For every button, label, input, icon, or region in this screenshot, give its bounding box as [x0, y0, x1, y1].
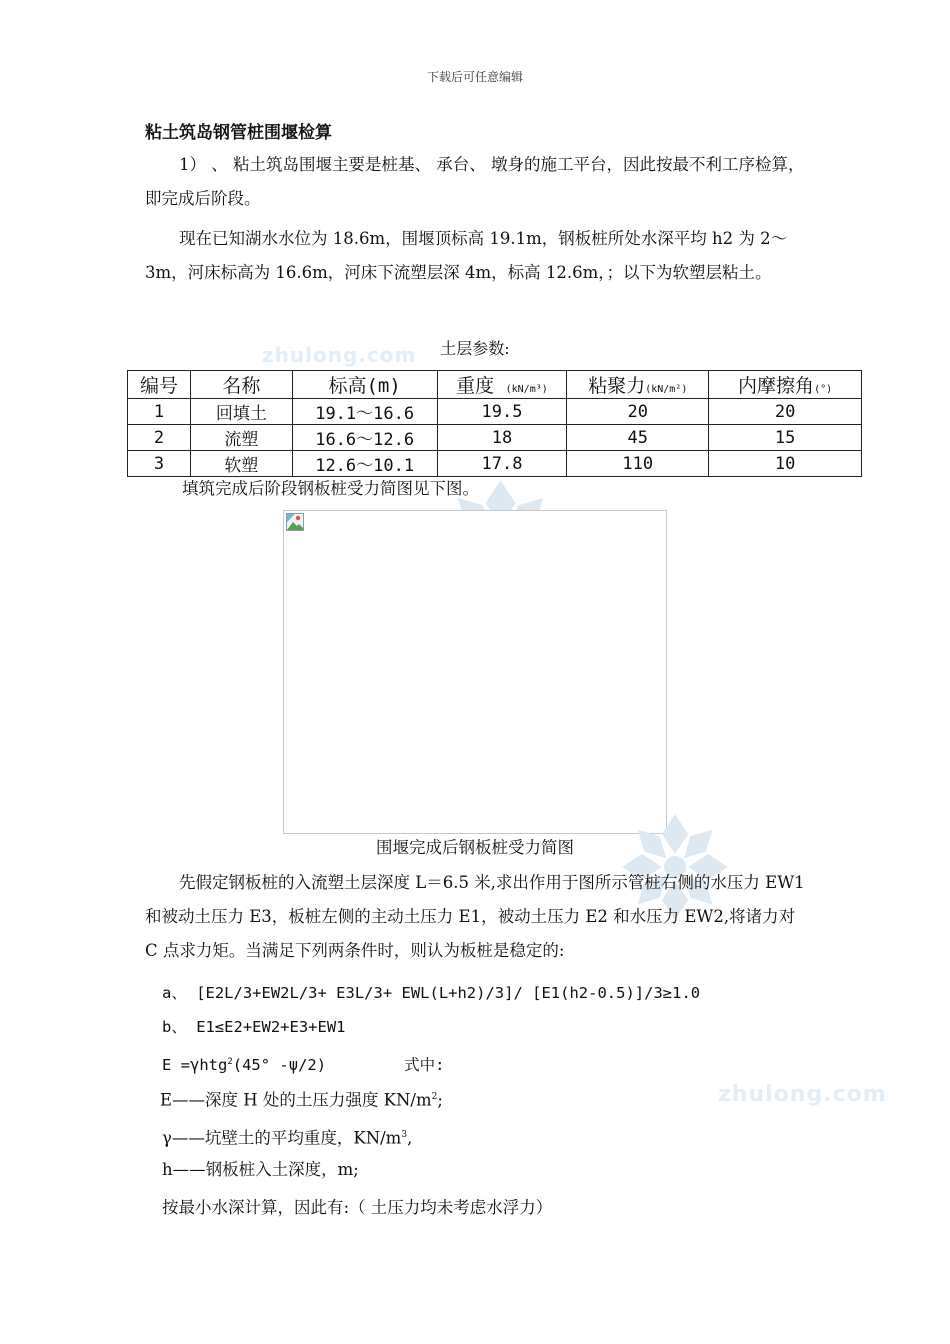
- header-elevation: 标高(m): [292, 371, 437, 399]
- table-row: [128, 425, 862, 451]
- cell-name: 软塑: [190, 451, 292, 477]
- cell-no: 1: [128, 399, 191, 425]
- table-row: [128, 451, 862, 477]
- soil-parameter-table: [127, 370, 862, 477]
- cell-friction-angle: 15: [709, 425, 862, 451]
- condition-b: [162, 1016, 346, 1038]
- cell-elevation: 16.6～12.6: [292, 425, 437, 451]
- definition-exponent: 3: [401, 1130, 408, 1140]
- definition-exponent: 2: [431, 1092, 438, 1102]
- condition-a: [162, 982, 700, 1004]
- definition-text: ,: [407, 1128, 413, 1148]
- header-name: 名称: [190, 371, 292, 399]
- paragraph-intro: 1） 、 粘土筑岛围堰主要是桩基、 承台、 墩身的施工平台，因此按最不利工序检算，即完成后阶段。: [145, 155, 805, 208]
- page-header: 下载后可任意编辑: [426, 70, 523, 84]
- cell-no: 3: [128, 451, 191, 477]
- cell-elevation: 19.1～16.6: [292, 399, 437, 425]
- header-friction-angle: 内摩擦角(°): [709, 371, 862, 399]
- calculation-note: 按最小水深计算，因此有:（ 土压力均未考虑水浮力）: [162, 1198, 553, 1217]
- page-title: 粘土筑岛钢管桩围堰检算: [145, 123, 332, 143]
- definition-text: E——深度 H 处的土压力强度 KN/m: [160, 1090, 432, 1110]
- definition-e: [160, 1086, 443, 1112]
- table-title: 土层参数:: [440, 339, 510, 358]
- header-cohesion: 粘聚力(kN/m²): [567, 371, 709, 399]
- cell-unit-weight: 18: [437, 425, 567, 451]
- definition-h: h——钢板桩入土深度，m;: [162, 1160, 359, 1179]
- cell-cohesion: 45: [567, 425, 709, 451]
- formula-part: (45° -ψ/2): [232, 1056, 327, 1075]
- paragraph-known-conditions: 现在已知湖水水位为 18.6m，围堰顶标高 19.1m，钢板桩所处水深平均 h2 为 2～3m，河床标高为 16.6m，河床下流塑层深 4m，标高 12.6m，；以下为软塑层粘土。: [145, 229, 788, 282]
- broken-image-icon: [286, 513, 304, 531]
- definition-gamma: [162, 1124, 412, 1150]
- figure-caption: 围堰完成后钢板桩受力简图: [376, 838, 574, 857]
- paragraph-stability-method: 先假定钢板桩的入流塑土层深度 L＝6.5 米,求出作用于图所示管桩右侧的水压力 EW1 和被动土压力 E3，板桩左侧的主动土压力 E1，被动土压力 E2 和水压力 EW2,将诸力对 C 点求力矩。当满足下列两条件时，则认为板桩是稳定的:: [145, 873, 805, 960]
- cell-unit-weight: 17.8: [437, 451, 567, 477]
- figure-intro: 填筑完成后阶段钢板桩受力简图见下图。: [182, 479, 479, 498]
- cell-unit-weight: 19.5: [437, 399, 567, 425]
- formula-exponent: 2: [227, 1057, 233, 1067]
- header-unit-weight: 重度 (kN/m³): [437, 371, 567, 399]
- cell-no: 2: [128, 425, 191, 451]
- force-diagram-placeholder: [283, 510, 667, 834]
- definition-text: γ——坑壁土的平均重度，KN/m: [162, 1128, 402, 1148]
- cell-friction-angle: 10: [709, 451, 862, 477]
- cell-name: 回填土: [190, 399, 292, 425]
- condition-a-formula: [E2L/3+EW2L/3+ E3L/3+ EWL(L+h2)/3]/ [E1(h2-0.5)]/3≥1.0: [196, 984, 701, 1002]
- formula-part: E =γhtg: [162, 1056, 228, 1075]
- header-no: 编号: [128, 371, 191, 399]
- table-row: [128, 399, 862, 425]
- condition-a-label: a、: [162, 984, 187, 1002]
- formula-where-label: 式中:: [404, 1056, 445, 1075]
- condition-b-label: b、: [162, 1018, 187, 1036]
- condition-b-formula: E1≤E2+EW2+E3+EW1: [196, 1018, 346, 1036]
- cell-name: 流塑: [190, 425, 292, 451]
- table-header-row: [128, 371, 862, 399]
- watermark-text: zhulong.com: [718, 1082, 887, 1107]
- watermark-text: zhulong.com: [262, 343, 417, 367]
- cell-friction-angle: 20: [709, 399, 862, 425]
- cell-cohesion: 20: [567, 399, 709, 425]
- cell-elevation: 12.6～10.1: [292, 451, 437, 477]
- earth-pressure-formula: [162, 1051, 444, 1076]
- cell-cohesion: 110: [567, 451, 709, 477]
- definition-text: ;: [437, 1090, 443, 1110]
